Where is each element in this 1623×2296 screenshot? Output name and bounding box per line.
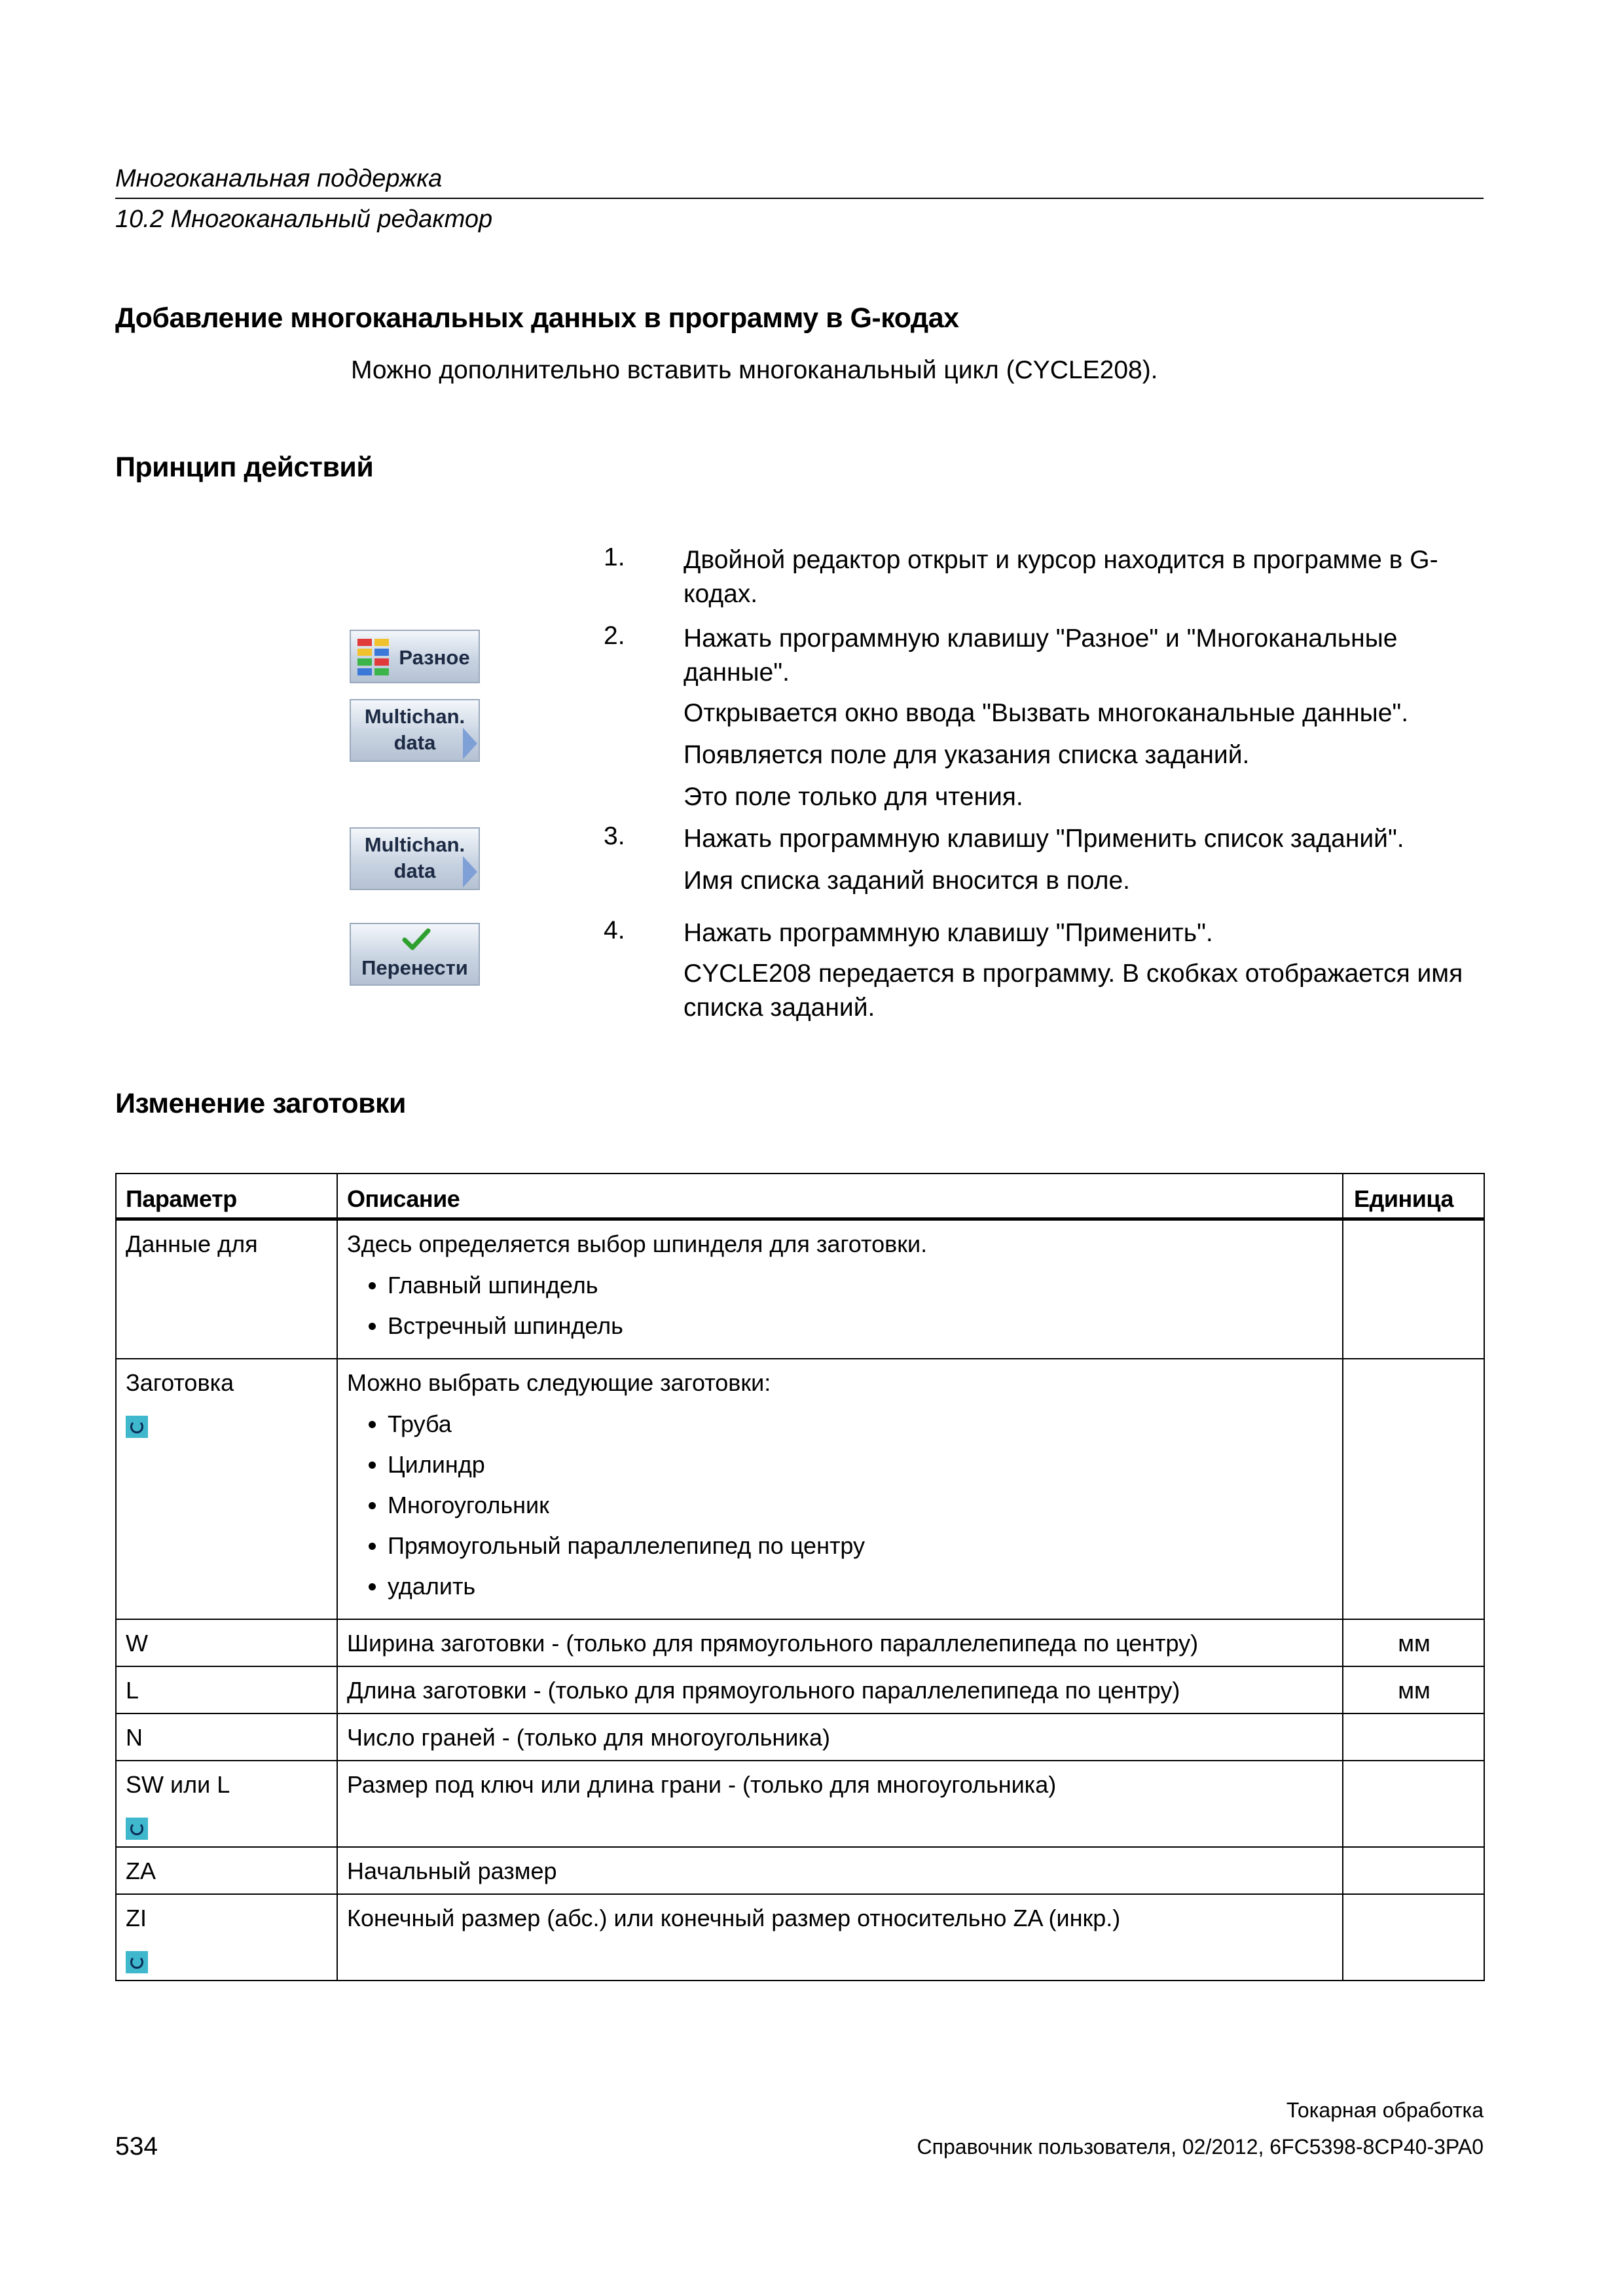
softkey-label-line1: Multichan. (364, 705, 465, 728)
running-header-chapter: Многоканальная поддержка (115, 165, 443, 192)
desc-cell: Длина заготовки - (только для прямоугольного параллелепипеда по центру) (337, 1666, 1343, 1713)
list-item: • Цилиндр (388, 1450, 1334, 1480)
heading-principle: Принцип действий (115, 452, 374, 483)
step-text: Двойной редактор открыт и курсор находится в программе в G-кодах. (684, 546, 1438, 608)
softkey-label-line2: data (393, 859, 436, 882)
toggle-icon (126, 1818, 148, 1840)
softkey-misc-label: Разное (399, 646, 470, 669)
intro-text: Можно дополнительно вставить многоканальный цикл (CYCLE208). (351, 356, 1158, 384)
unit-cell (1343, 1359, 1484, 1619)
desc-cell: Число граней - (только для многоугольника) (337, 1713, 1343, 1761)
desc-cell: Конечный размер (абс.) или конечный размер относительно ZA (инкр.) (337, 1894, 1343, 1981)
unit-cell (1343, 1847, 1484, 1894)
param-cell: W (116, 1619, 337, 1666)
footer-manual-info: Справочник пользователя, 02/2012, 6FC5398-8CP40-3PA0 (917, 2135, 1484, 2159)
unit-cell (1343, 1219, 1484, 1359)
softkey-apply-label: Перенести (361, 956, 468, 979)
arrow-right-icon (463, 856, 477, 888)
list-item: • Главный шпиндель (388, 1270, 1334, 1300)
softkey-label-line2: data (393, 731, 436, 754)
param-cell: ZI (116, 1894, 337, 1981)
heading-add-multichannel-data: Добавление многоканальных данных в программу в G-кодах (115, 302, 959, 334)
param-cell: N (116, 1713, 337, 1761)
list-item: • Встречный шпиндель (388, 1311, 1334, 1341)
step-text: Нажать программную клавишу "Применить". (684, 919, 1213, 947)
step-text: Нажать программную клавишу "Разное" и "Многоканальные данные". (684, 624, 1398, 687)
step-text: Появляется поле для указания списка заданий. (684, 741, 1250, 769)
softkey-label-line1: Multichan. (364, 833, 465, 856)
softkey-multichan-data[interactable] (350, 699, 480, 762)
toggle-icon (126, 1951, 148, 1973)
unit-cell: мм (1343, 1619, 1484, 1666)
softkey-apply[interactable] (350, 923, 480, 986)
table-header-row (116, 1174, 1484, 1219)
heading-blank-change: Изменение заготовки (115, 1088, 406, 1119)
toggle-icon (126, 1416, 148, 1438)
header-rule (115, 198, 1484, 199)
column-header-unit: Единица (1343, 1174, 1484, 1219)
step-number: 2. (604, 622, 625, 650)
column-header-desc: Описание (337, 1174, 1343, 1219)
parameter-table (115, 1173, 1485, 1981)
step-text: Открывается окно ввода "Вызвать многоканальные данные". (684, 699, 1409, 727)
desc-cell: Размер под ключ или длина грани - (только для многоугольника) (337, 1761, 1343, 1847)
desc-cell: Здесь определяется выбор шпинделя для заготовки. • Главный шпиндель • Встречный шпиндель (337, 1219, 1343, 1359)
param-cell: Данные для (116, 1219, 337, 1359)
step-text: Это поле только для чтения. (684, 783, 1023, 811)
param-cell: L (116, 1666, 337, 1713)
list-item: • Труба (388, 1409, 1334, 1439)
arrow-right-icon (463, 728, 477, 759)
table-row (116, 1666, 1484, 1713)
softkey-multichan-data-2[interactable] (350, 827, 480, 890)
unit-cell (1343, 1894, 1484, 1981)
param-cell: SW или L (116, 1761, 337, 1847)
desc-cell: Можно выбрать следующие заготовки: • Труба • Цилиндр • Многоугольник • Прямоугольный параллелепипед по центру • удалить (337, 1359, 1343, 1619)
param-cell: Заготовка (116, 1359, 337, 1619)
step-number: 3. (604, 822, 625, 850)
color-grid-icon (357, 639, 393, 677)
checkmark-icon (402, 928, 431, 952)
table-row (116, 1219, 1484, 1359)
column-header-param: Параметр (116, 1174, 337, 1219)
unit-cell: мм (1343, 1666, 1484, 1713)
step-text: Имя списка заданий вносится в поле. (684, 867, 1131, 895)
unit-cell (1343, 1761, 1484, 1847)
param-cell: ZA (116, 1847, 337, 1894)
step-text: Нажать программную клавишу "Применить список заданий". (684, 825, 1404, 853)
table-row (116, 1619, 1484, 1666)
desc-cell: Начальный размер (337, 1847, 1343, 1894)
softkey-misc[interactable] (350, 630, 480, 683)
step-text: CYCLE208 передается в программу. В скобках отображается имя списка заданий. (684, 960, 1463, 1022)
list-item: • Многоугольник (388, 1490, 1334, 1520)
table-row (116, 1847, 1484, 1894)
unit-cell (1343, 1713, 1484, 1761)
step-number: 1. (604, 543, 625, 571)
page-number: 534 (115, 2132, 158, 2161)
desc-cell: Ширина заготовки - (только для прямоугольного параллелепипеда по центру) (337, 1619, 1343, 1666)
table-row (116, 1359, 1484, 1619)
running-header-section: 10.2 Многоканальный редактор (115, 206, 493, 233)
table-row (116, 1713, 1484, 1761)
list-item: • удалить (388, 1571, 1334, 1602)
table-row (116, 1761, 1484, 1847)
list-item: • Прямоугольный параллелепипед по центру (388, 1531, 1334, 1561)
table-row (116, 1894, 1484, 1981)
step-number: 4. (604, 916, 625, 944)
footer-book-title: Токарная обработка (1286, 2098, 1484, 2122)
